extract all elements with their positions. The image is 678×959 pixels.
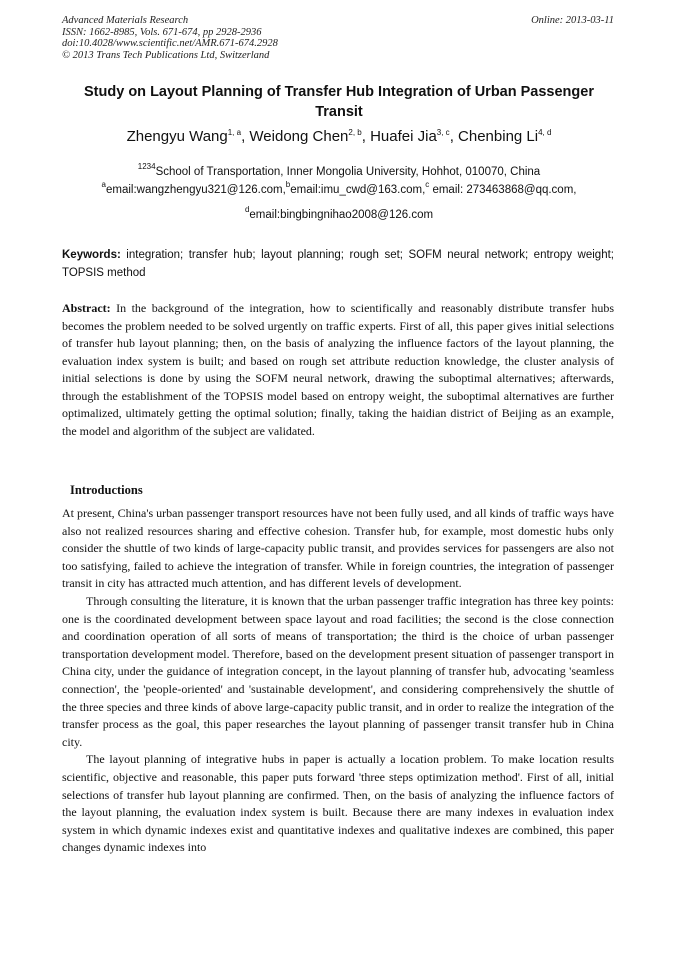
author-separator: , <box>449 128 459 145</box>
author-name: Zhengyu Wang <box>126 128 228 145</box>
body-paragraph: Through consulting the literature, it is known that the urban passenger traffic integration has three key points: one is the coordinated development between space layout and road facilities; the second is the close connection and coordination operation of all sorts of means of transportation; the third is the choice of urban passenger transportation development model. Therefore, based on the development present situation of passenger transport in China city, under the guidance of integration concept, in the layout planning of transfer hub, advocating 'seamless connection', the 'people-oriented' and 'sustainable development', and considering comprehensively the shuttle of the three species and three kinds of above large-capacity public transit, and in order to realize the integration of the transfer process as the goal, this paper researches the layout planning of passenger transit transfer hub in China city. <box>62 593 614 749</box>
author-name: Chenbing Li <box>458 128 539 145</box>
affiliation-mark: 1234 <box>137 162 156 171</box>
introductions-body <box>62 505 614 857</box>
author-affil-mark: 2, b <box>348 128 362 137</box>
author-name: Huafei Jia <box>370 128 437 145</box>
journal-copyright: © 2013 Trans Tech Publications Ltd, Switzerland <box>62 49 270 61</box>
email-mark: c <box>425 180 430 189</box>
email-d: email:bingbingnihao2008@126.com <box>249 209 434 221</box>
journal-name: Advanced Materials Research <box>62 15 189 26</box>
online-date: Online: 2013-03-11 <box>531 15 614 26</box>
author-separator: , <box>241 128 250 145</box>
email-mark: b <box>285 180 291 189</box>
author-separator: , <box>361 128 371 145</box>
journal-issn: ISSN: 1662-8985, Vols. 671-674, pp 2928-2936 <box>62 26 262 38</box>
paper-title: Study on Layout Planning of Transfer Hub Integration of Urban Passenger Transit <box>84 84 594 120</box>
affiliation <box>40 164 638 180</box>
author-affil-mark: 4, d <box>538 128 552 137</box>
email-mark: a <box>101 180 106 189</box>
body-paragraph: The layout planning of integrative hubs in paper is actually a location problem. To make location results scientific, objective and reasonable, this paper puts forward 'three steps optimization method'. First of all, initial selections of transfer hub layout planning are confirmed. Then, on the basis of analyzing the influence factors of the layout planning, the evaluation index system is built. Because there are many indexes in evaluation index system in which dynamic indexes exist and quantitative indexes and qualitative indexes are combined, this paper changes dynamic indexes into <box>62 752 614 855</box>
author-affil-mark: 3, c <box>436 128 450 137</box>
email-a: email:wangzhengyu321@126.com, <box>105 184 286 196</box>
author-affil-mark: 1, a <box>227 128 242 137</box>
author-list <box>40 127 638 147</box>
email-b: email:imu_cwd@163.com, <box>290 184 426 196</box>
body-paragraph: At present, China's urban passenger transport resources have not been fully used, and all kinds of traffic ways have also not realized resources sharing and effective cohesion. Transfer hub, for example, most domestic hubs only consider the shuttle of two kinds of large-capacity public transit, and provides services for passengers are also not too satisfying, failed to achieve the integration of transfer. While in foreign countries, the integration of passenger transit in city has attracted much attention, and has different levels of development. <box>62 506 614 591</box>
section-heading-introductions: Introductions <box>70 483 143 497</box>
email-line <box>40 207 638 223</box>
email-mark: d <box>244 205 250 214</box>
author-name: Weidong Chen <box>249 128 349 145</box>
abstract <box>62 300 614 440</box>
abstract-text: In the background of the integration, how to scientifically and reasonably distribute transfer hubs becomes the problem needed to be solved urgently on traffic experts. First of all, this paper gives initial selections of transfer hub layout planning; then, on the basis of analyzing the influence factors of the layout planning, the evaluation index system is built; and based on rough set attribute reduction knowledge, the cluster analysis of initial selections is done by using the SOFM neural network, drawing the suboptimal alternatives; afterwards, through the establishment of the TOPSIS model based on entropy weight, the suboptimal alternatives are further optimalized, ultimately getting the optimal solution; finally, taking the haidian district of Beijing as an example, the model and algorithm of the subject are validated. <box>62 301 614 438</box>
affiliation-text: School of Transportation, Inner Mongolia University, Hohhot, 010070, China <box>155 166 541 178</box>
keywords-text: integration; transfer hub; layout planning; rough set; SOFM neural network; entropy weight; TOPSIS method <box>62 249 614 279</box>
email-line <box>40 182 638 198</box>
keywords <box>62 246 614 282</box>
journal-doi: doi:10.4028/www.scientific.net/AMR.671-674.2928 <box>62 38 278 49</box>
keywords-label: Keywords: <box>62 249 121 261</box>
email-c: email: 273463868@qq.com, <box>429 184 577 196</box>
abstract-label: Abstract: <box>62 301 111 315</box>
journal-header <box>62 15 482 61</box>
